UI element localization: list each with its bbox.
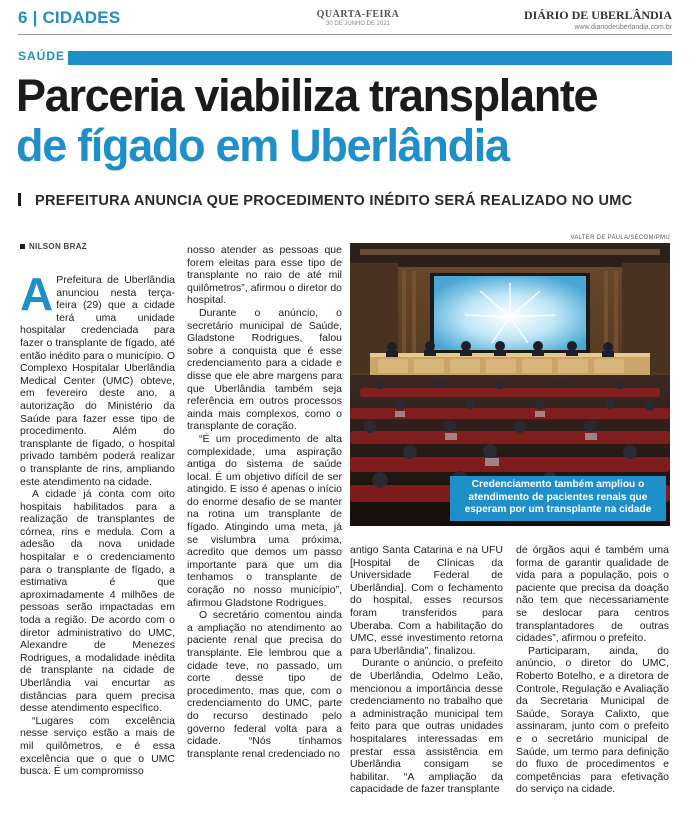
subheadline	[18, 193, 678, 209]
paragraph: Prefeitura de Uberlândia anunciou nesta terça-feira (29) que a cidade terá uma unidade hospitalar credenciada para fazer o transplante de fígado, até então inédito para o município. O Complexo Hospitalar Uberlândia Medical Center (UMC) obteve, em fevereiro deste ano, a autorização do Ministério da Saúde para fazer esse tipo de procedimento. Além do transplante de fígado, o hospital privado também poderá realizar o transplante de rins, ampliando este atendimento na cidade.	[20, 274, 175, 488]
paragraph: Participaram, ainda, do anúncio, o diretor do UMC, Roberto Botelho, e a diretora de Controle, Regulação e Avaliação da Secretaria Municipal de Saúde, Soraya Calixto, que assinaram, junto com o prefeito e o secretário municipal de Saúde, um termo para definição do fluxo de procedimentos e competências para efetivação do serviço na cidade.	[516, 644, 669, 796]
paragraph: “Lugares com excelência nesse serviço estão a mais de mil quilômetros, e é essa excelência que o que o UMC busca. É um compromisso	[20, 714, 175, 778]
section-tag: SAÚDE	[18, 49, 66, 63]
section-bar	[68, 51, 672, 65]
paragraph: antigo Santa Catarina e na UFU [Hospital de Clínicas da Universidade Federal de Uberlândia]. Com o fechamento do hospital, esses recursos foram transferidos para Uberaba. Com a habilitação do UMC, esse investimento retorna para Uberlândia”, finalizou.	[350, 544, 503, 657]
issue-date: 30 DE JUNHO DE 2021	[325, 21, 391, 27]
header-divider	[18, 34, 672, 35]
paper-website[interactable]: www.diariodeuberlandia.com.br	[574, 24, 672, 31]
paragraph: “É um procedimento de alta complexidade, uma aspiração antiga do sistema de saúde local. É um objetivo difícil de ser atingido. E isso é apenas o início do enorme desafio de se manter na rotina um transplante de fígado. Atingindo uma meta, já se vislumbra uma próxima, acredito que demos um passo importante para que um dia tenhamos o transplante de coração no nosso município”, afirmou Gladstone Rodrigues.	[187, 432, 342, 609]
article-column-1	[20, 268, 175, 778]
byline-square-icon	[20, 244, 25, 249]
paper-name: DIÁRIO DE UBERLÂNDIA	[523, 8, 672, 22]
issue-weekday: QUARTA-FEIRA	[316, 9, 400, 20]
article-column-4	[516, 544, 669, 796]
masthead	[524, 8, 672, 31]
headline	[16, 71, 676, 171]
page-section-label: 6 | CIDADES	[18, 8, 121, 27]
issue-date-block	[303, 9, 413, 27]
paragraph: Durante o anúncio, o prefeito de Uberlândia, Odelmo Leão, mencionou a importância desse credenciamento no trabalho que a administração municipal tem feito para que outras unidades hospitalares interessadas em prestar essa assistência em Uberlândia consigam se habilitar. “A ampliação da capacidade de fazer transplante	[350, 657, 503, 796]
subheadline-text: PREFEITURA ANUNCIA QUE PROCEDIMENTO INÉDITO SERÁ REALIZADO NO UMC	[35, 193, 633, 209]
headline-line-1: Parceria viabiliza transplante	[16, 70, 598, 121]
paragraph: nosso atender as pessoas que forem eleitas para esse tipo de transplante no raio de até mil quilômetros”, afirmou o diretor do hospital.	[187, 244, 342, 307]
paragraph: O secretário comentou ainda a ampliação no atendimento ao paciente renal que precisa do transplante. Ele lembrou que a cidade teve, no passado, um corte desse tipo de procedimento, mas que, com o credenciamento do UMC, parte do recurso destinado pelo governo federal volta para a cidade. “Nós tínhamos transplante renal credenciado no	[187, 609, 342, 760]
paragraph: A cidade já conta com oito hospitais habilitados para a realização de transplantes de córnea, rins e medula. Com a adesão da nova unidade hospitalar e o credenciamento para o transplante de fígado, a estimativa é que aproximadamente 4 milhões de pessoas serão impactadas em toda a região. De acordo com o diretor administrativo do UMC, Alexandre de Menezes Rodrigues, a modalidade inédita de transplante na cidade de Uberlândia vai encurtar as distâncias para quem precisa desse atendimento específico.	[20, 488, 175, 715]
paragraph: Durante o anúncio, o secretário municipal de Saúde, Gladstone Rodrigues, falou sobre a conquista que é esse credenciamento para a cidade e disse que ele abre margens para que Uberlândia também seja referência em outros processos ainda mais complexos, como o transplante de coração.	[187, 306, 342, 433]
photo-credit: VALTER DE PAULA/SECOM/PMU	[570, 235, 670, 241]
paragraph: de órgãos aqui é também uma forma de garantir qualidade de vida para a população, pois o paciente que precisa da doação não tem que necessariamente se deslocar para centros transplantadores de outras cidades”, afirmou o prefeito.	[516, 544, 669, 645]
subheadline-bar	[18, 193, 21, 206]
article-column-2	[187, 244, 342, 760]
headline-line-2: de fígado em Uberlândia	[16, 120, 509, 171]
page-header	[18, 8, 672, 32]
dropcap: A	[20, 268, 54, 320]
article-column-3	[350, 544, 503, 796]
byline	[20, 242, 87, 251]
byline-author: NILSON BRAZ	[29, 242, 87, 251]
photo-caption: Credenciamento também ampliou o atendimento de pacientes renais que esperam por um transplante na cidade	[450, 476, 666, 521]
